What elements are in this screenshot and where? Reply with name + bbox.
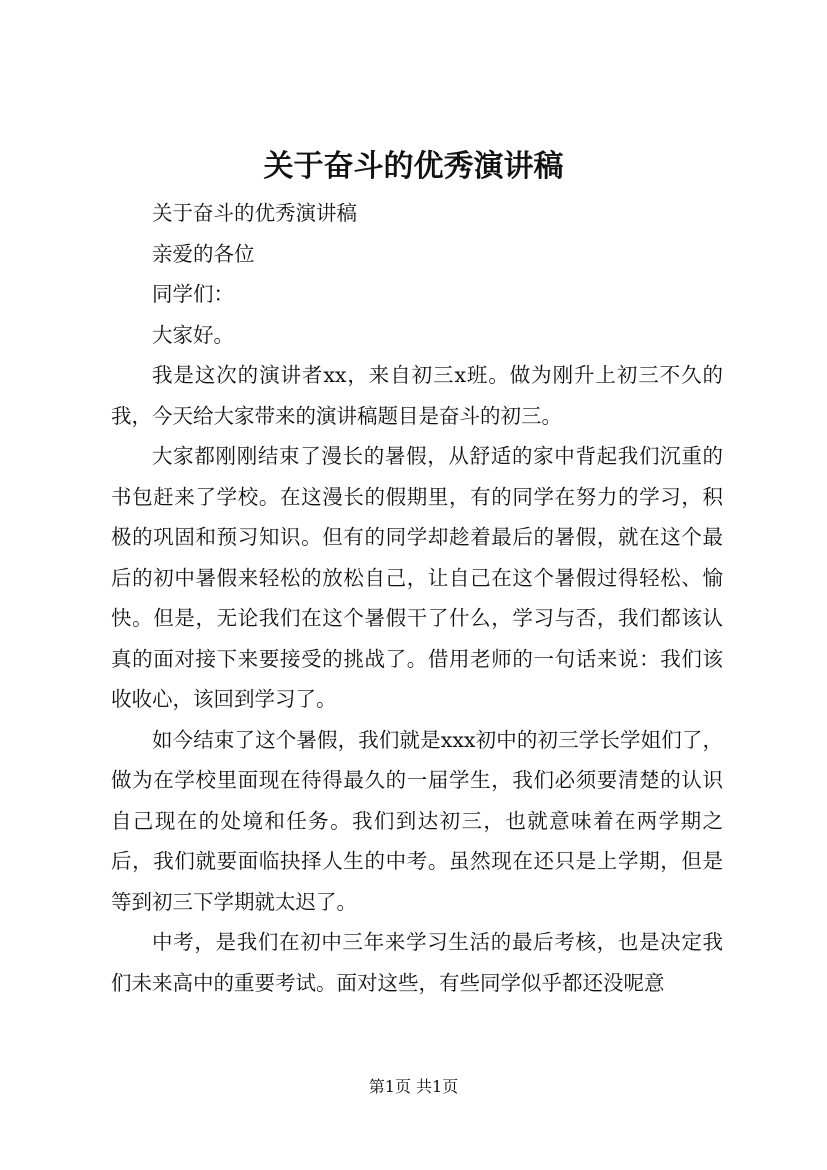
- paragraph-entrance-exam: 中考，是我们在初中三年来学习生活的最后考核，也是决定我们未来高中的重要考试。面对这些，有些同学似乎都还没呢意: [111, 930, 723, 995]
- paragraph-introduction: 我是这次的演讲者xx，来自初三x班。做为刚升上初三不久的我，今天给大家带来的演讲稿题目是奋斗的初三。: [111, 363, 723, 428]
- document-body: [111, 193, 723, 1003]
- paragraph-heading: 关于奋斗的优秀演讲稿: [152, 201, 357, 225]
- page-footer: 第1页 共1页: [368, 1077, 459, 1096]
- paragraph-audience: 同学们：: [152, 282, 234, 306]
- paragraph-senior-year: 如今结束了这个暑假，我们就是xxx初中的初三学长学姐们了，做为在学校里面现在待得最久的一届学生，我们必须要清楚的认识自己现在的处境和任务。我们到达初三，也就意味着在两学期之后，我们就要面临抉择人生的中考。虽然现在还只是上学期，但是等到初三下学期就太迟了。: [111, 727, 723, 914]
- paragraph-summer-vacation: 大家都刚刚结束了漫长的暑假，从舒适的家中背起我们沉重的书包赶来了学校。在这漫长的假期里，有的同学在努力的学习，积极的巩固和预习知识。但有的同学却趁着最后的暑假，就在这个最后的初中暑假来轻松的放松自己，让自己在这个暑假过得轻松、愉快。但是，无论我们在这个暑假干了什么，学习与否，我们都该认真的面对接下来要接受的挑战了。借用老师的一句话来说：我们该收收心，该回到学习了。: [111, 444, 723, 711]
- paragraph-greeting: 大家好。: [152, 322, 234, 347]
- document-title: 关于奋斗的优秀演讲稿: [263, 149, 564, 184]
- paragraph-salutation: 亲爱的各位: [152, 241, 255, 266]
